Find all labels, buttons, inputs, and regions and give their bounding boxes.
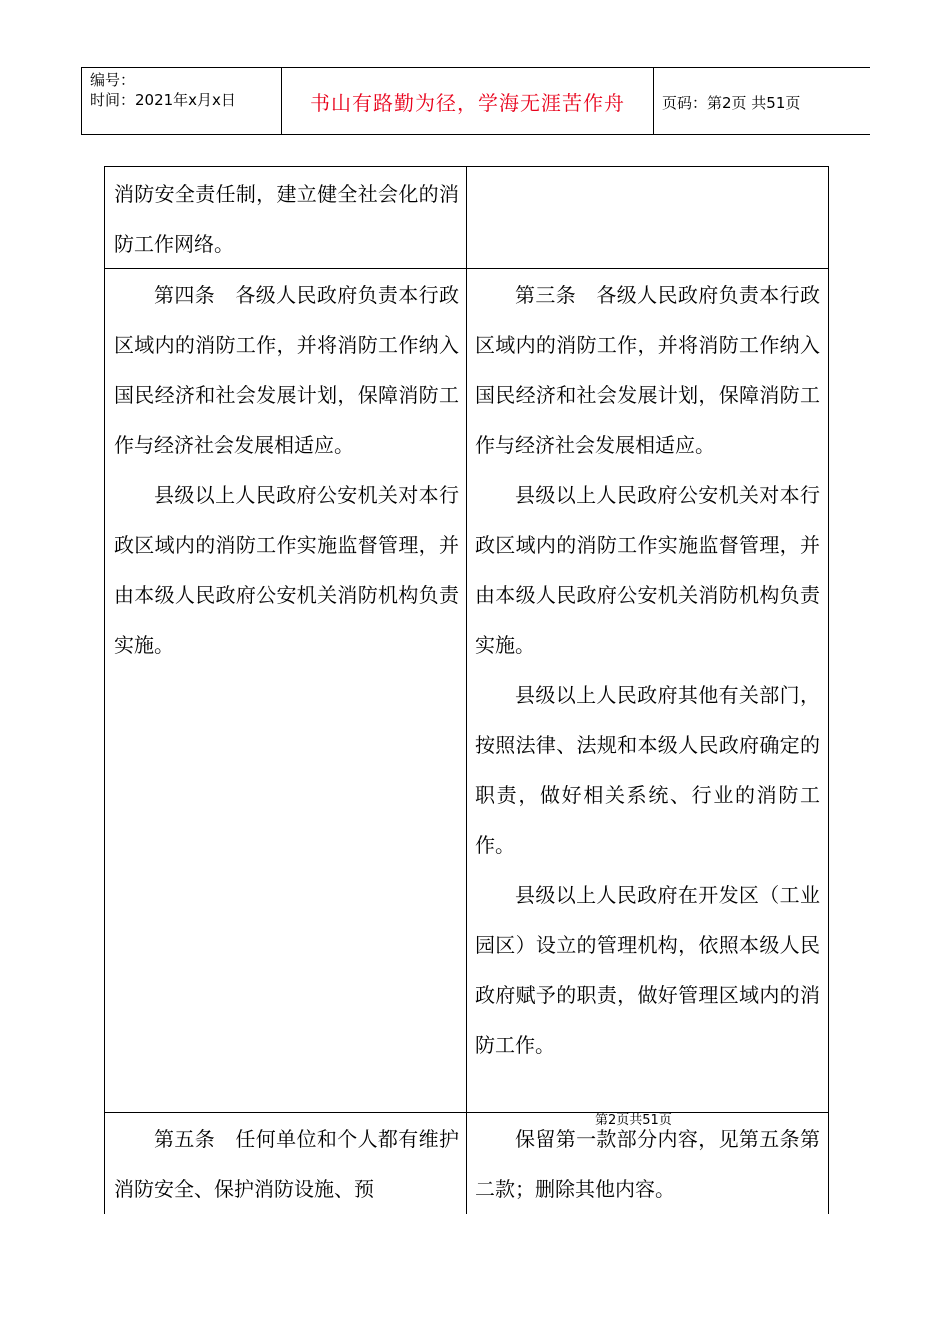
paragraph: 第四条 各级人民政府负责本行政区域内的消防工作，并将消防工作纳入国民经济和社会发展计划，保障消防工作与经济社会发展相适应。 — [114, 283, 459, 457]
header-divider — [653, 68, 654, 134]
page-footer-number: 第2页共51页 — [595, 1113, 672, 1128]
table-row-3-left — [114, 1114, 459, 1214]
header-meta — [90, 70, 236, 110]
header-page-info: 页码：第2页 共51页 — [662, 94, 801, 112]
row-divider — [105, 1112, 828, 1113]
page-header — [81, 67, 870, 135]
paragraph: 县级以上人民政府公安机关对本行政区域内的消防工作实施监督管理，并由本级人民政府公安机关消防机构负责实施。 — [114, 483, 459, 657]
paragraph: 第三条 各级人民政府负责本行政区域内的消防工作，并将消防工作纳入国民经济和社会发展计划，保障消防工作与经济社会发展相适应。 — [475, 283, 820, 457]
paragraph: 县级以上人民政府其他有关部门，按照法律、法规和本级人民政府确定的职责，做好相关系统、行业的消防工作。 — [475, 683, 820, 857]
document-number: 编号： — [90, 71, 136, 89]
table-row-1-left — [114, 169, 459, 269]
table-row-2-right — [475, 270, 820, 1070]
table-row-2-left — [114, 270, 459, 670]
comparison-table — [104, 166, 829, 1214]
table-row-3-right — [475, 1114, 820, 1214]
paragraph: 消防安全责任制，建立健全社会化的消防工作网络。 — [114, 182, 459, 256]
paragraph: 县级以上人民政府在开发区（工业园区）设立的管理机构，依照本级人民政府赋予的职责，做好管理区域内的消防工作。 — [475, 883, 820, 1057]
document-time: 时间：2021年x月x日 — [90, 91, 236, 109]
header-motto: 书山有路勤为径，学海无涯苦作舟 — [310, 90, 625, 115]
paragraph: 第五条 任何单位和个人都有维护消防安全、保护消防设施、预 — [114, 1127, 459, 1201]
paragraph: 保留第一款部分内容，见第五条第二款；删除其他内容。 — [475, 1127, 820, 1201]
column-divider — [466, 167, 467, 1214]
paragraph: 县级以上人民政府公安机关对本行政区域内的消防工作实施监督管理，并由本级人民政府公安机关消防机构负责实施。 — [475, 483, 820, 657]
